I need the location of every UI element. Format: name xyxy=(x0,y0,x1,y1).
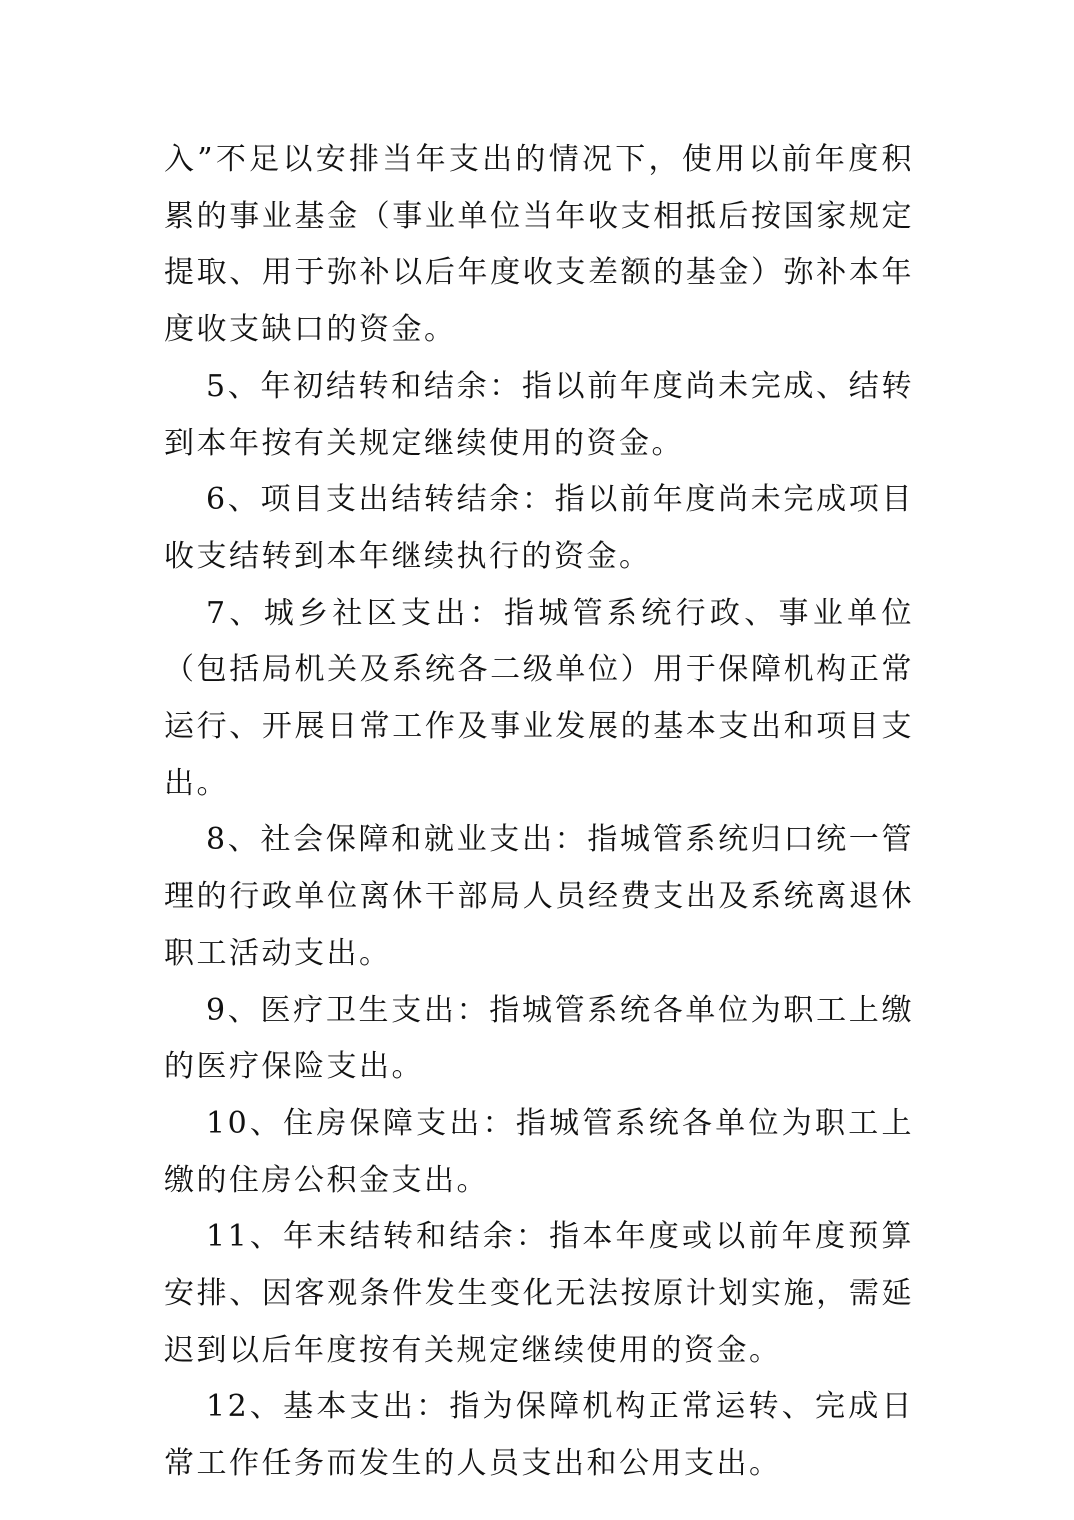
paragraph-item-9: 9、医疗卫生支出：指城管系统各单位为职工上缴的医疗保险支出。 xyxy=(164,992,914,1085)
paragraph-item-10: 10、住房保障支出：指城管系统各单位为职工上缴的住房公积金支出。 xyxy=(164,1105,914,1198)
paragraph-item-11: 11、年末结转和结余：指本年度或以前年度预算安排、因客观条件发生变化无法按原计划实施，需延迟到以后年度按有关规定继续使用的资金。 xyxy=(164,1219,914,1368)
paragraph-item-6: 6、项目支出结转结余：指以前年度尚未完成项目收支结转到本年继续执行的资金。 xyxy=(164,482,914,574)
paragraph-item-7: 7、城乡社区支出：指城管系统行政、事业单位（包括局机关及系统各二级单位）用于保障机构正常运行、开展日常工作及事业发展的基本支出和项目支出。 xyxy=(164,595,914,801)
paragraph-item-12: 12、基本支出：指为保障机构正常运转、完成日常工作任务而发生的人员支出和公用支出。 xyxy=(164,1389,914,1482)
document-body xyxy=(164,132,914,1493)
paragraph-item-8: 8、社会保障和就业支出：指城管系统归口统一管理的行政单位离休干部局人员经费支出及系统离退休职工活动支出。 xyxy=(164,822,914,971)
paragraph-item-5: 5、年初结转和结余：指以前年度尚未完成、结转到本年按有关规定继续使用的资金。 xyxy=(164,368,914,461)
paragraph-continuation: 入”不足以安排当年支出的情况下，使用以前年度积累的事业基金（事业单位当年收支相抵后按国家规定提取、用于弥补以后年度收支差额的基金）弥补本年度收支缺口的资金。 xyxy=(164,142,914,348)
